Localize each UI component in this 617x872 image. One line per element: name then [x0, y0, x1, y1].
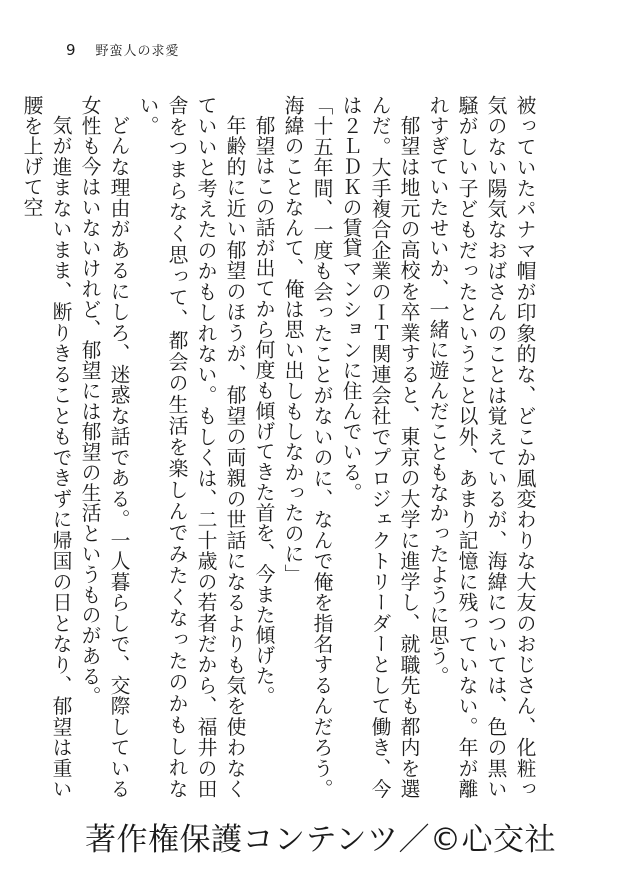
page-number: 9	[66, 41, 76, 59]
copyright-watermark: 著作権保護コンテンツ／©心交社	[85, 822, 556, 858]
paragraph: 気が進まないまま、断りきることもできずに帰国の日となり、郁望は重い腰を上げて空	[20, 95, 72, 799]
paragraph: 郁望は地元の高校を卒業すると、東京の大学に進学し、就職先も都内を選んだ。大手複合企業のＩＴ関連会社でプロジェクトリーダーとして働き、今は２ＬＤＫの賃貸マンションに住んでいる。	[339, 95, 420, 799]
body-text	[17, 95, 539, 799]
page-header	[66, 40, 180, 59]
book-title: 野蛮人の求愛	[95, 44, 180, 59]
paragraph: 年齢的に近い郁望のほうが、郁望の両親の世話になるよりも気を使わなくていいと考えたのかもしれない。もしくは、二十歳の若者だから、福井の田舎をつまらなく思って、都会の生活を楽しんでみたくなったのかもしれない。	[136, 95, 246, 799]
paragraph: 「十五年間、一度も会ったことがないのに、なんで俺を指名するんだろう。海緯のことなんて、俺は思い出しもしなかったのに」	[281, 95, 333, 799]
paragraph: どんな理由があるにしろ、迷惑な話である。一人暮らしで、交際している女性も今はいないけれど、郁望には郁望の生活というものがある。	[78, 95, 130, 799]
paragraph: 被っていたパナマ帽が印象的な、どこか風変わりな大友のおじさん、化粧っ気のない陽気なおばさんのことは覚えているが、海緯については、色の黒い騒がしい子どもだったということ以外、あまり記憶に残っていない。年が離れすぎていたせいか、一緒に遊んだこともなかったように思う。	[426, 95, 536, 799]
paragraph: 郁望はこの話が出てから何度も傾げてきた首を、今また傾げた。	[252, 114, 275, 707]
